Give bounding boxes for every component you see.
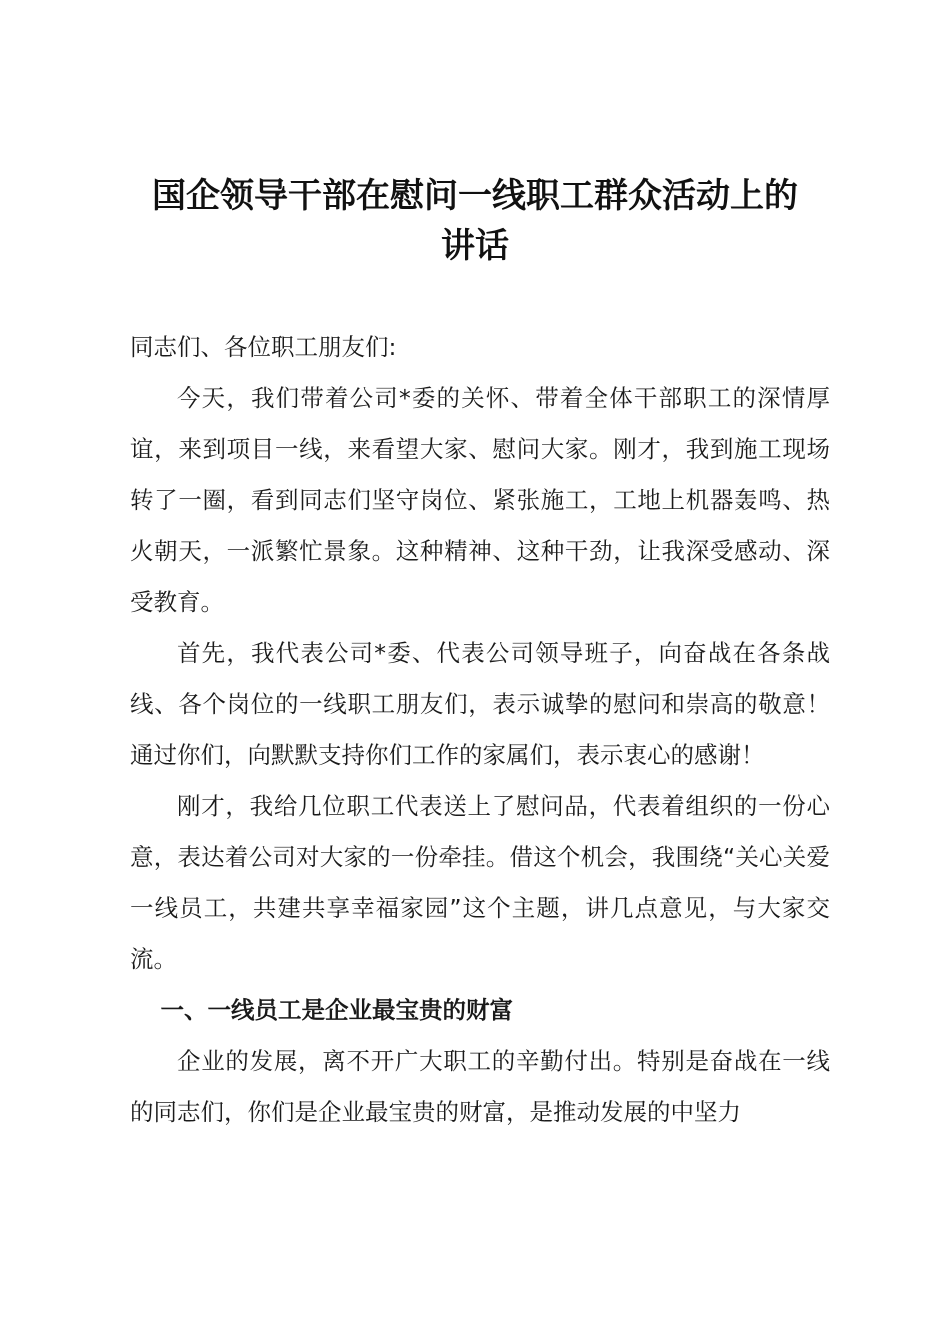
document-body: [130, 322, 830, 1138]
section-paragraph-1: 企业的发展，离不开广大职工的辛勤付出。特别是奋战在一线的同志们，你们是企业最宝贵的财富，是推动发展的中坚力: [130, 1047, 830, 1126]
paragraph-1: 今天，我们带着公司*委的关怀、带着全体干部职工的深情厚谊，来到项目一线，来看望大家、慰问大家。刚才，我到施工现场转了一圈，看到同志们坚守岗位、紧张施工，工地上机器轰鸣、热火朝天，一派繁忙景象。这种精神、这种干劲，让我深受感动、深受教育。: [130, 384, 830, 616]
document-title-line-1: 国企领导干部在慰问一线职工群众活动上的: [152, 176, 798, 216]
paragraph-2: 首先，我代表公司*委、代表公司领导班子，向奋战在各条战线、各个岗位的一线职工朋友们，表示诚挚的慰问和崇高的敬意！通过你们，向默默支持你们工作的家属们，表示衷心的感谢！: [130, 639, 830, 769]
paragraph-3: 刚才，我给几位职工代表送上了慰问品，代表着组织的一份心意，表达着公司对大家的一份牵挂。借这个机会，我围绕“关心关爱一线员工，共建共享幸福家园”这个主题，讲几点意见，与大家交流。: [130, 792, 830, 973]
salutation: 同志们、各位职工朋友们:: [130, 333, 397, 361]
document-title-line-2: 讲话: [441, 226, 509, 266]
section-heading-1: 一、一线员工是企业最宝贵的财富: [160, 996, 514, 1024]
